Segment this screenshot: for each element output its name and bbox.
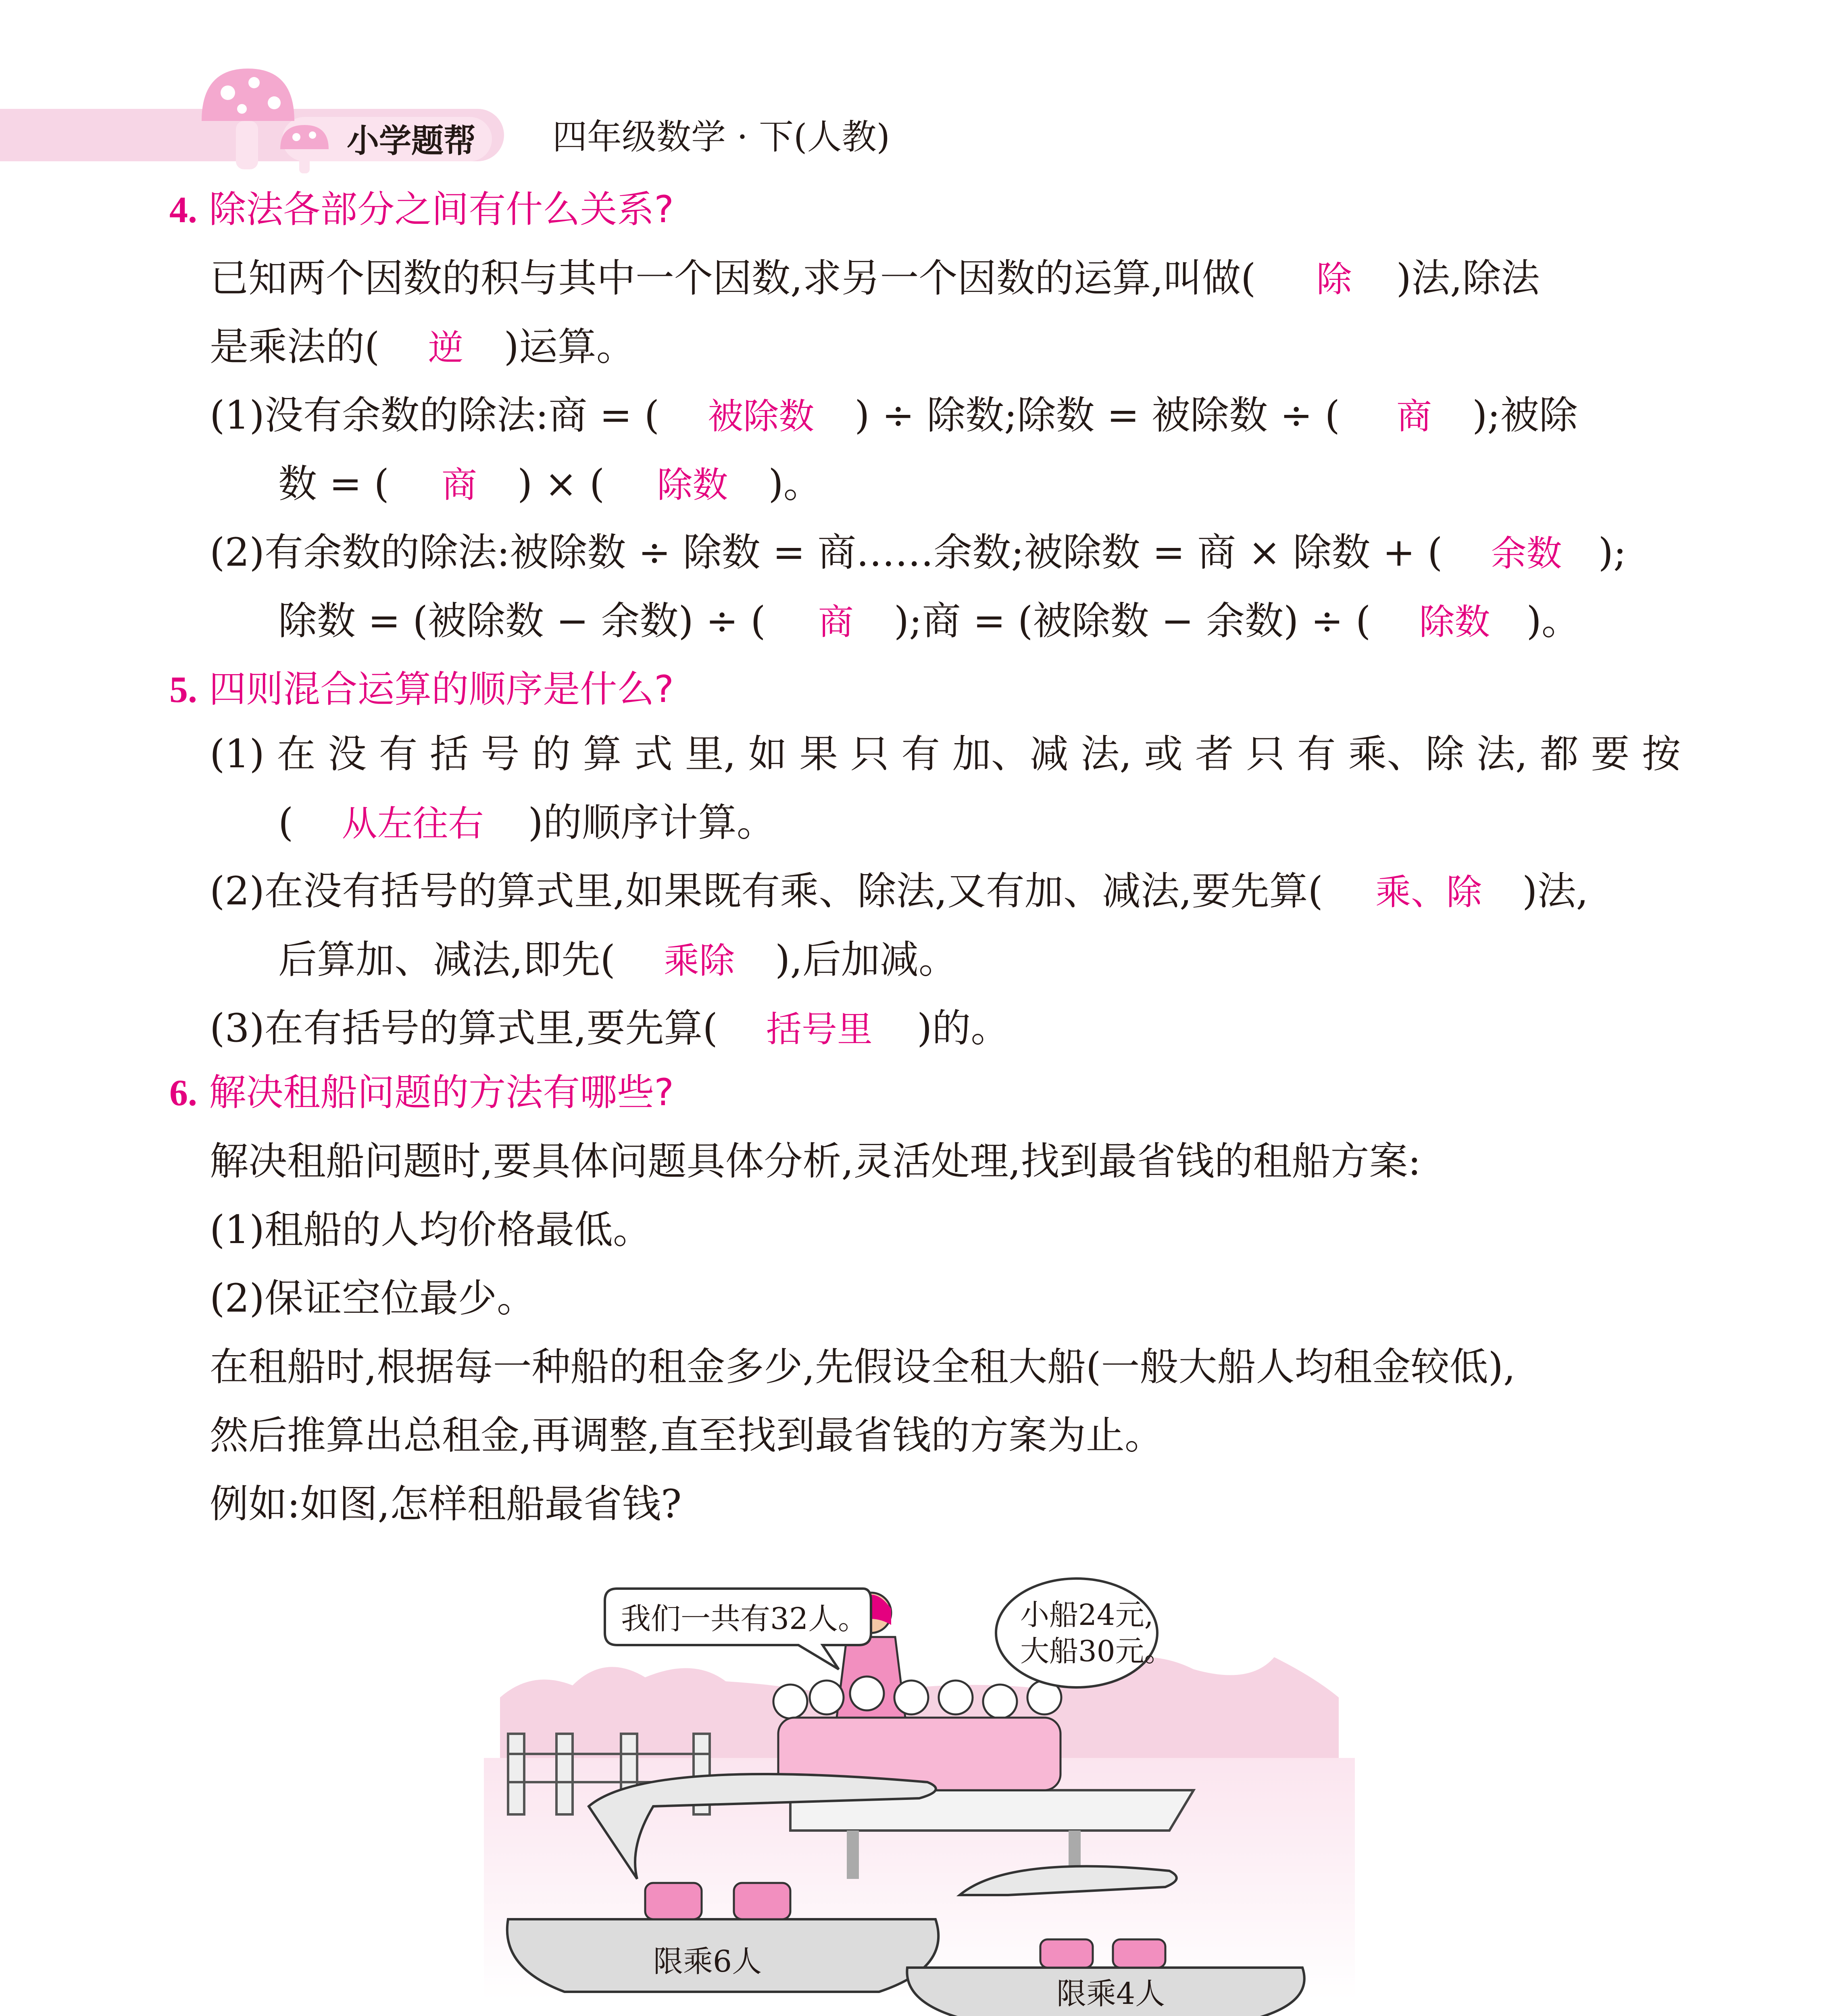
text: (3)在有括号的算式里,要先算(: [210, 1006, 718, 1051]
text: )的。: [917, 1006, 1010, 1051]
q6-para6: 例如:如图,怎样租船最省钱?: [210, 1481, 682, 1527]
q6-para1: 解决租船问题时,要具体问题具体分析,灵活处理,找到最省钱的租船方案:: [210, 1139, 1421, 1184]
text: ) × (: [517, 461, 605, 506]
q5-line2: [278, 798, 775, 848]
answer: 逆: [428, 327, 464, 369]
text: (1)没有余数的除法:商 = (: [210, 393, 660, 438]
answer: 余数: [1491, 533, 1562, 574]
q5-line1: (1) 在 没 有 括 号 的 算 式 里, 如 果 只 有 加、减 法, 或 者 只 有 乘、除 法, 都 要 按: [210, 731, 1681, 777]
q4-line3: [210, 391, 1578, 441]
q5-line4: [278, 935, 957, 985]
text: );被除: [1472, 393, 1578, 438]
q6-para2: (1)租船的人均价格最低。: [210, 1207, 652, 1252]
text: (2)在没有括号的算式里,如果既有乘、除法,又有加、减法,要先算(: [210, 868, 1323, 914]
text: )运算。: [504, 324, 635, 369]
answer: 括号里: [766, 1008, 873, 1050]
answer: 除: [1316, 258, 1352, 300]
speech-bubble-2: [996, 1579, 1157, 1687]
text: )。: [768, 461, 822, 506]
text: 后算加、减法,即先(: [278, 937, 615, 982]
q5-number: 5.: [169, 669, 197, 710]
q4-line5: [210, 528, 1626, 578]
q4-line1: [210, 254, 1540, 304]
text: 已知两个因数的积与其中一个因数,求另一个因数的运算,叫做(: [210, 256, 1256, 301]
answer: 商: [1396, 396, 1432, 437]
dock-post: [847, 1831, 859, 1879]
big-boat-label: 限乘6人: [653, 1944, 762, 1979]
text: (: [278, 800, 294, 845]
text: (2)有余数的除法:被除数 ÷ 除数 = 商……余数;被除数 = 商 × 除数 + (: [210, 530, 1443, 575]
q5-title: 四则混合运算的顺序是什么?: [209, 668, 674, 711]
speech2-line2: 大船30元。: [1020, 1634, 1173, 1668]
q6-para5: 然后推算出总租金,再调整,直至找到最省钱的方案为止。: [210, 1413, 1164, 1458]
text: )。: [1526, 598, 1580, 644]
text: );: [1598, 530, 1627, 575]
q4-number: 4.: [169, 189, 197, 230]
q4-line4: [278, 460, 822, 509]
q5-line5: [210, 1004, 1009, 1054]
q4-heading: [169, 185, 674, 234]
answer: 被除数: [708, 396, 815, 437]
q4-line6: [278, 597, 1580, 646]
text: ) ÷ 除数;除数 = 被除数 ÷ (: [854, 393, 1340, 438]
q6-para3: (2)保证空位最少。: [210, 1276, 535, 1321]
q6-number: 6.: [169, 1072, 197, 1113]
text: )法,除法: [1396, 256, 1540, 301]
answer: 除数: [1419, 601, 1490, 643]
q4-title: 除法各部分之间有什么关系?: [209, 188, 674, 231]
q5-heading: [169, 665, 674, 714]
q6-heading: [169, 1068, 674, 1117]
answer: 商: [818, 601, 854, 643]
book-title: 四年级数学 · 下(人教): [552, 117, 890, 157]
small-mushroom-icon: [278, 121, 331, 177]
text: )的顺序计算。: [528, 800, 775, 845]
text: ),后加减。: [775, 937, 957, 982]
series-name: 小学题帮: [347, 122, 476, 160]
text: );商 = (被除数 − 余数) ÷ (: [894, 598, 1371, 644]
text: 除数 = (被除数 − 余数) ÷ (: [278, 598, 766, 644]
boat-rental-illustration: [484, 1564, 1355, 2016]
text: )法,: [1522, 868, 1588, 914]
speech2-line1: 小船24元,: [1020, 1598, 1154, 1632]
answer: 除数: [657, 464, 728, 506]
answer: 乘除: [663, 940, 735, 981]
answer: 商: [441, 464, 477, 506]
q5-line3: [210, 867, 1588, 916]
q6-title: 解决租船问题的方法有哪些?: [209, 1071, 674, 1114]
text: 数 = (: [278, 461, 389, 506]
q4-line2: [210, 323, 635, 372]
speech1-text: 我们一共有32人。: [621, 1602, 868, 1636]
text: 是乘法的(: [210, 324, 380, 369]
answer: 从左往右: [342, 803, 484, 844]
small-boat-label: 限乘4人: [1056, 1976, 1165, 2011]
q6-para4: 在租船时,根据每一种船的租金多少,先假设全租大船(一般大船人均租金较低),: [210, 1344, 1516, 1389]
answer: 乘、除: [1375, 871, 1482, 913]
